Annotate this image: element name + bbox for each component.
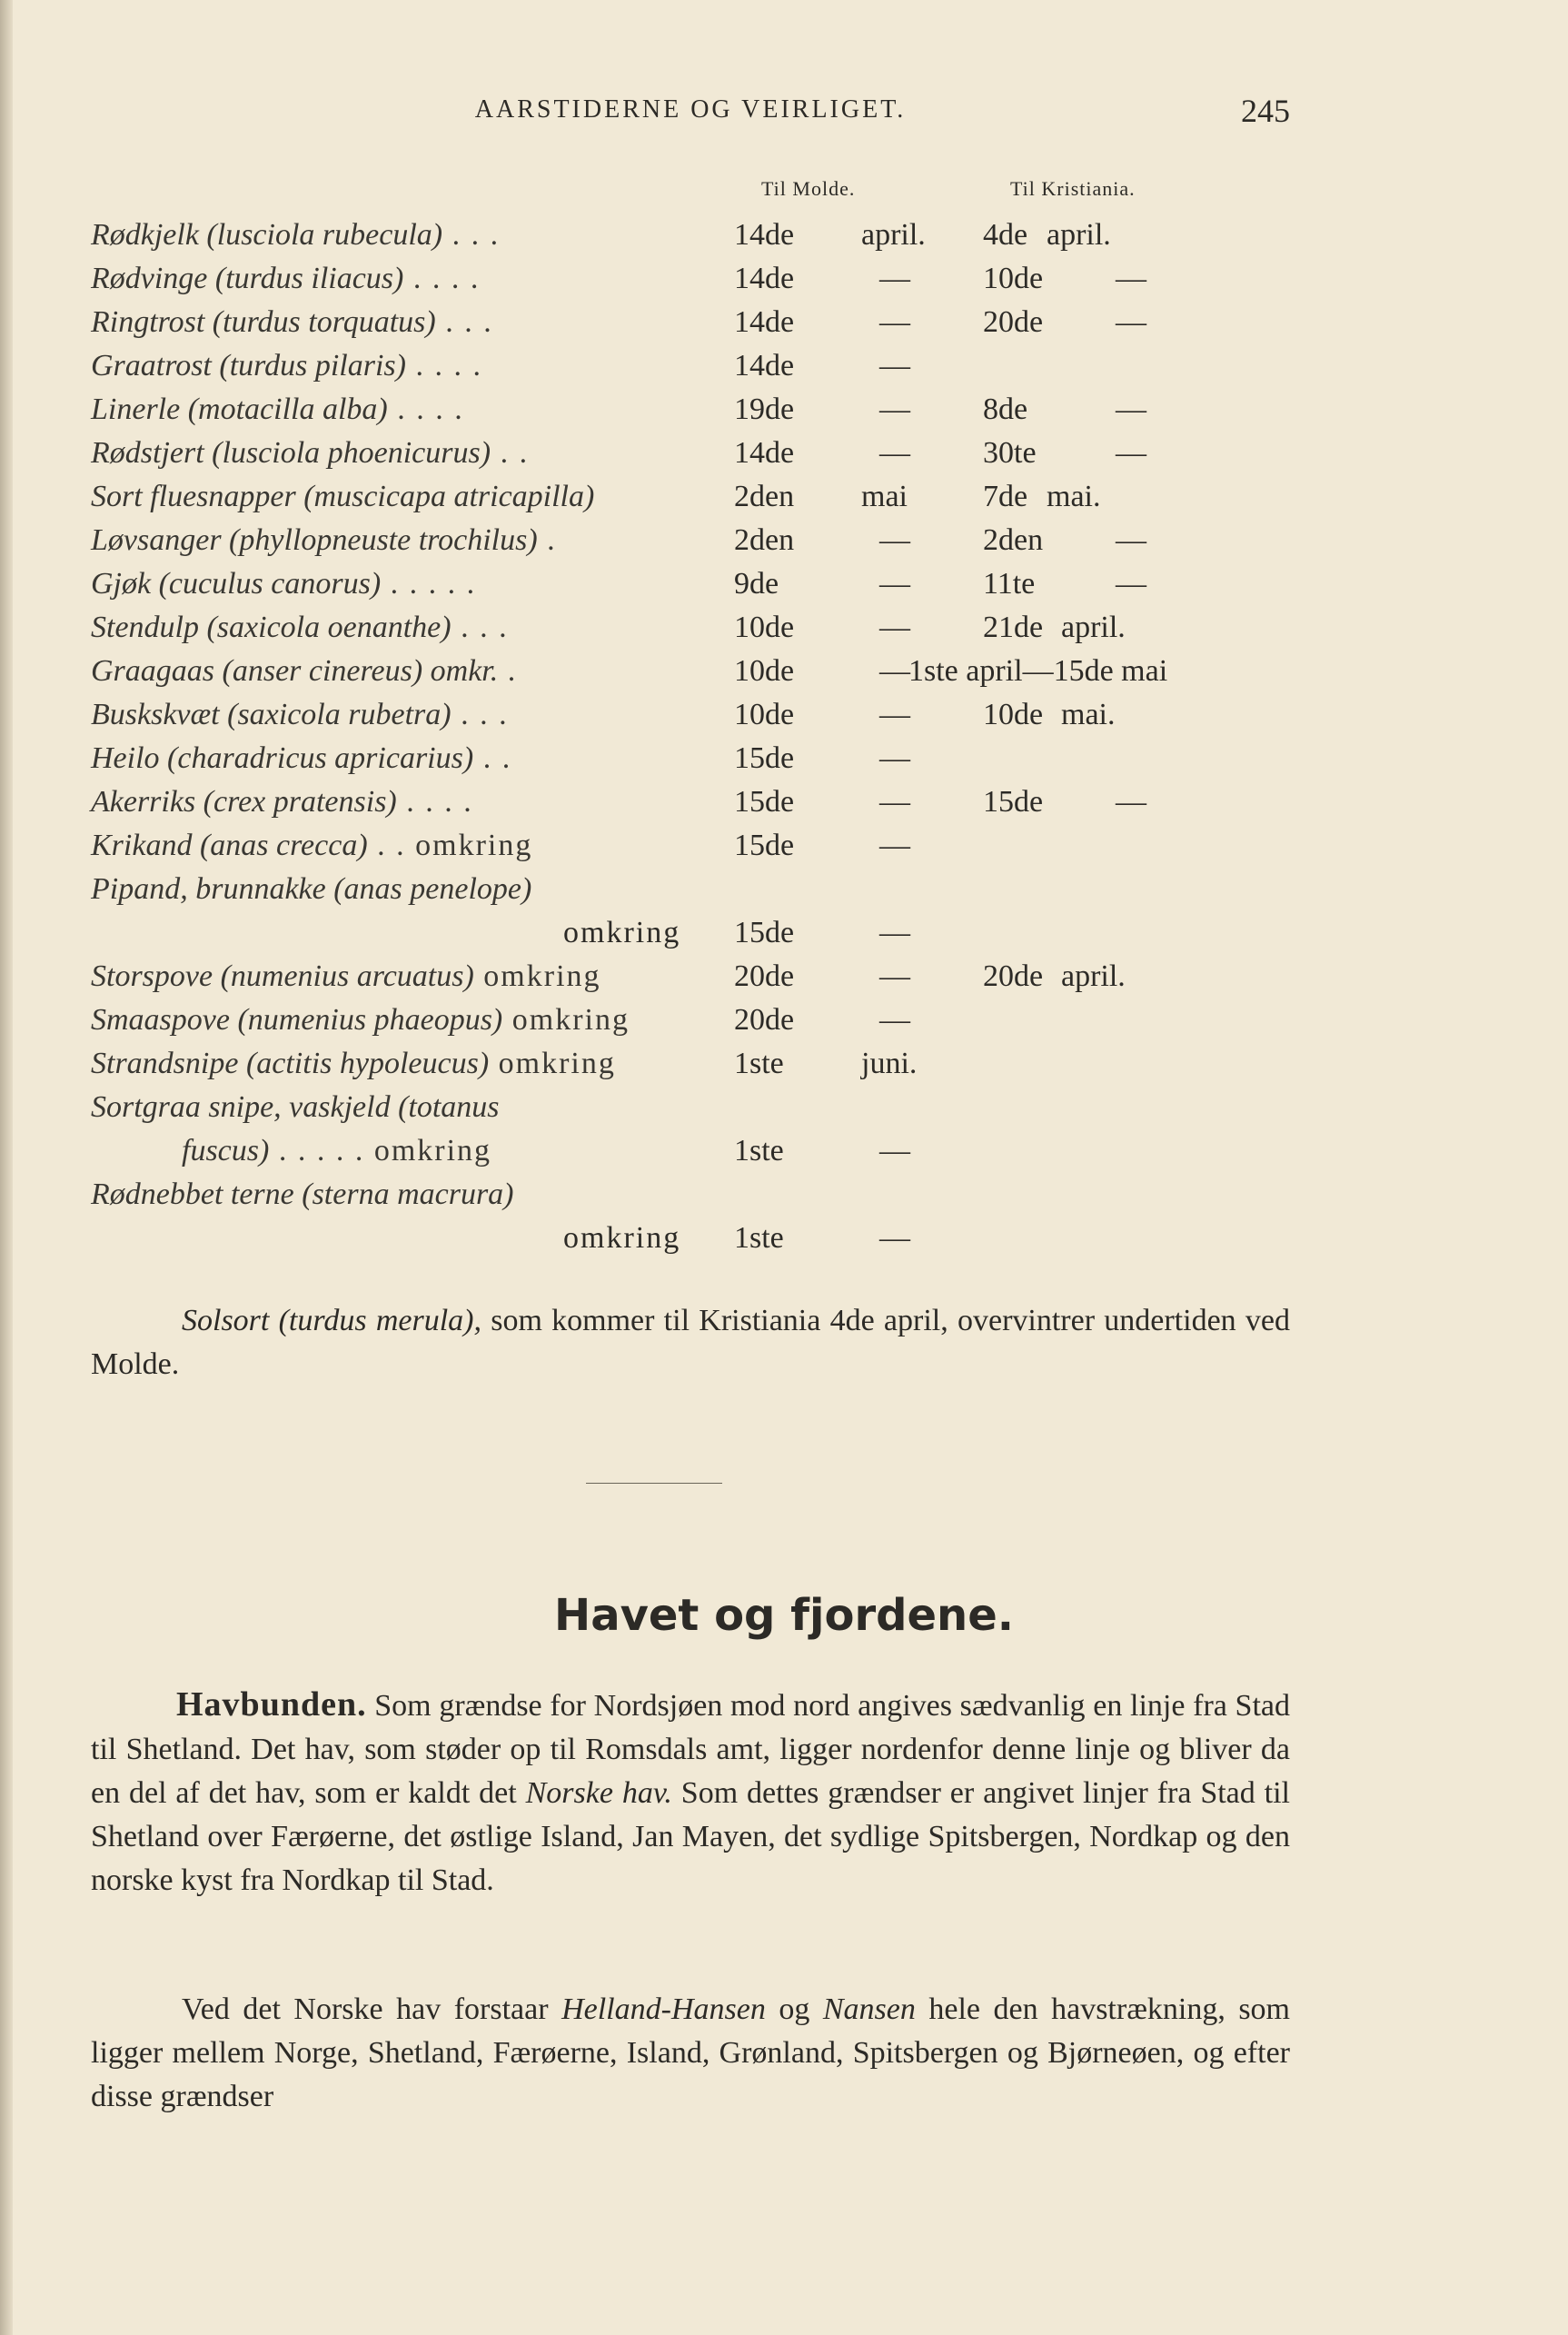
column-header-kristiania: Til Kristiania. xyxy=(1010,177,1136,200)
kristiania-month: — xyxy=(1116,392,1146,426)
species-name: Gjøk (cuculus canorus) . . . . . xyxy=(91,567,477,601)
molde-day: 2den xyxy=(734,523,795,557)
species-name: Rødstjert (lusciola phoenicurus) . . xyxy=(91,436,530,470)
body-paragraph-1 xyxy=(91,1683,1290,1903)
molde-day: 1ste xyxy=(734,1134,784,1168)
species-name: Pipand, brunnakke (anas penelope) xyxy=(91,872,532,906)
leader-text: . . . . . omkring xyxy=(269,1134,492,1168)
leader-text: . . . xyxy=(435,305,493,339)
species-name: Stendulp (saxicola oenanthe) . . . xyxy=(91,611,509,644)
table-row xyxy=(0,218,1568,262)
leader-text: . . . xyxy=(442,218,501,252)
section-title: Havet og fjordene. xyxy=(554,1590,1014,1641)
kristiania-day: 11te xyxy=(983,567,1036,601)
table-row xyxy=(0,392,1568,436)
molde-month: — xyxy=(879,959,910,993)
column-header-molde: Til Molde. xyxy=(761,177,856,200)
leader-text: . . . . xyxy=(396,785,473,819)
molde-month: — xyxy=(879,829,910,862)
molde-month: — xyxy=(879,1134,910,1168)
leader-text: omkring xyxy=(563,916,681,949)
species-name: Buskskvæt (saxicola rubetra) . . . xyxy=(91,698,509,731)
p2-text-c: hele den havstrækning, som ligger mellem Norge, Shetland, Færøerne, Island, Grønland, Spitsbergen og Bjørneøen, og efter disse grændser xyxy=(91,1992,1291,2113)
table-row xyxy=(0,262,1568,305)
p2-text-a: Ved det Norske hav forstaar xyxy=(182,1992,562,2026)
molde-month: — xyxy=(879,1003,910,1037)
molde-day: 15de xyxy=(734,916,795,949)
table-row xyxy=(0,1003,1568,1047)
kristiania-month: — xyxy=(1116,523,1146,557)
molde-month: — xyxy=(879,916,910,949)
molde-day: 1ste xyxy=(734,1221,784,1255)
molde-day: 14de xyxy=(734,262,795,295)
molde-month: — xyxy=(879,305,910,339)
species-name: Storspove (numenius arcuatus) omkring xyxy=(91,959,601,993)
molde-month: — xyxy=(879,785,910,819)
table-row xyxy=(0,567,1568,611)
kristiania-day: 10de xyxy=(983,698,1044,731)
section-divider xyxy=(586,1483,722,1484)
molde-month: — xyxy=(879,741,910,775)
kristiania-day: 4de xyxy=(983,218,1028,252)
molde-day: 15de xyxy=(734,829,795,862)
kristiania-month: — xyxy=(1116,436,1146,470)
leader-text: omkring xyxy=(563,1221,681,1255)
molde-month: juni. xyxy=(861,1047,918,1080)
table-row xyxy=(0,1090,1568,1134)
table-row xyxy=(0,916,1568,959)
table-row xyxy=(0,741,1568,785)
molde-month: — xyxy=(879,567,910,601)
molde-month: — xyxy=(879,611,910,644)
kristiania-month: april. xyxy=(1061,959,1126,993)
species-name: Graagaas (anser cinereus) omkr. . xyxy=(91,654,518,688)
running-title: AARSTIDERNE OG VEIRLIGET. xyxy=(474,95,907,124)
kristiania-day: 8de xyxy=(983,392,1028,426)
table-row xyxy=(0,436,1568,480)
species-name: Linerle (motacilla alba) . . . . xyxy=(91,392,464,426)
leader-text: . xyxy=(498,654,518,688)
leader-text: . xyxy=(537,523,557,557)
molde-month: — xyxy=(879,392,910,426)
species-name: Ringtrost (turdus torquatus) . . . xyxy=(91,305,493,339)
table-row xyxy=(0,1221,1568,1265)
paragraph-lead-word: Havbunden. xyxy=(176,1685,367,1724)
kristiania-day: 30te xyxy=(983,436,1037,470)
species-name: Krikand (anas crecca) . . omkring xyxy=(91,829,533,862)
kristiania-month: — xyxy=(1116,262,1146,295)
table-row xyxy=(0,829,1568,872)
leader-text: . . xyxy=(473,741,512,775)
molde-month: — xyxy=(879,523,910,557)
table-row xyxy=(0,611,1568,654)
molde-month: — xyxy=(879,698,910,731)
molde-day: 10de xyxy=(734,654,795,688)
p2-author-1: Helland-Hansen xyxy=(561,1992,766,2026)
molde-month: mai xyxy=(861,480,908,513)
table-row xyxy=(0,698,1568,741)
molde-day: 10de xyxy=(734,611,795,644)
species-name: Akerriks (crex pratensis) . . . . xyxy=(91,785,473,819)
table-row xyxy=(0,305,1568,349)
page-number: 245 xyxy=(1241,93,1290,129)
molde-day: 14de xyxy=(734,436,795,470)
table-row xyxy=(0,872,1568,916)
molde-day: 14de xyxy=(734,218,795,252)
note-paragraph xyxy=(91,1299,1290,1386)
molde-month: — xyxy=(879,1221,910,1255)
molde-day: 2den xyxy=(734,480,795,513)
species-name: Rødkjelk (lusciola rubecula) . . . xyxy=(91,218,501,252)
kristiania-month: — xyxy=(1116,567,1146,601)
p1-text-a: Som grændse for Nordsjøen mod nord angives sædvanlig en linje fra Stad til Shetland. Det hav, som støder op til Romsdals amt, ligger nordenfor denne linje og bliver da en del af det hav, som er kaldt det xyxy=(91,1689,1290,1810)
molde-day: 14de xyxy=(734,305,795,339)
kristiania-day: 20de xyxy=(983,959,1044,993)
kristiania-month: — xyxy=(1116,785,1146,819)
leader-text: . . . . xyxy=(403,262,481,295)
species-name: Løvsanger (phyllopneuste trochilus) . xyxy=(91,523,557,557)
kristiania-month: — xyxy=(1116,305,1146,339)
leader-text: . . xyxy=(491,436,530,470)
kristiania-day: 20de xyxy=(983,305,1044,339)
kristiania-month: april. xyxy=(1061,611,1126,644)
leader-text: . . . . xyxy=(405,349,482,383)
leader-text: . . omkring xyxy=(367,829,533,862)
molde-month: — xyxy=(879,349,910,383)
species-name: Rødnebbet terne (sterna macrura) xyxy=(91,1177,514,1211)
table-row xyxy=(0,480,1568,523)
p1-text-b: Som dettes grændser er angivet linjer fra Stad til Shetland over Færøerne, det østlige Island, Jan Mayen, det sydlige Spitsbergen, Nordkap og den norske kyst fra Nordkap til Stad. xyxy=(91,1776,1291,1897)
molde-day: 15de xyxy=(734,741,795,775)
body-paragraph-2 xyxy=(91,1988,1290,2119)
molde-day: 15de xyxy=(734,785,795,819)
kristiania-day: 1ste april—15de mai xyxy=(908,654,1168,688)
molde-day: 1ste xyxy=(734,1047,784,1080)
kristiania-day: 2den xyxy=(983,523,1044,557)
kristiania-month: mai. xyxy=(1047,480,1101,513)
table-row xyxy=(0,1134,1568,1177)
leader-text: omkring xyxy=(473,959,601,993)
kristiania-day: 15de xyxy=(983,785,1044,819)
kristiania-day: 21de xyxy=(983,611,1044,644)
molde-day: 14de xyxy=(734,349,795,383)
table-row xyxy=(0,523,1568,567)
leader-text: . . . xyxy=(451,698,509,731)
kristiania-day: 10de xyxy=(983,262,1044,295)
table-row xyxy=(0,1177,1568,1221)
note-species: Solsort (turdus merula), xyxy=(182,1304,481,1337)
kristiania-month: mai. xyxy=(1061,698,1116,731)
species-name: Heilo (charadricus apricarius) . . xyxy=(91,741,512,775)
molde-day: 20de xyxy=(734,1003,795,1037)
leader-text: omkring xyxy=(502,1003,630,1037)
leader-text: . . . . xyxy=(387,392,464,426)
species-name: Rødvinge (turdus iliacus) . . . . xyxy=(91,262,481,295)
molde-day: 19de xyxy=(734,392,795,426)
molde-month: — xyxy=(879,262,910,295)
leader-text: . . . . . xyxy=(381,567,477,601)
species-name: Graatrost (turdus pilaris) . . . . xyxy=(91,349,482,383)
molde-day: 20de xyxy=(734,959,795,993)
kristiania-day: 7de xyxy=(983,480,1028,513)
leader-text: . . . xyxy=(451,611,509,644)
p2-author-2: Nansen xyxy=(822,1992,916,2026)
table-row xyxy=(0,349,1568,392)
molde-month: — xyxy=(879,654,910,688)
table-row xyxy=(0,654,1568,698)
table-row xyxy=(0,959,1568,1003)
page-header xyxy=(91,95,1290,132)
molde-day: 9de xyxy=(734,567,779,601)
species-name: Sortgraa snipe, vaskjeld (totanus xyxy=(91,1090,500,1124)
species-name: Sort fluesnapper (muscicapa atricapilla) xyxy=(91,480,595,513)
leader-text: omkring xyxy=(489,1047,616,1080)
p2-text-b: og xyxy=(765,1992,823,2026)
p1-emphasis: Norske hav. xyxy=(525,1776,672,1810)
table-row xyxy=(0,785,1568,829)
molde-month: april. xyxy=(861,218,926,252)
molde-day: 10de xyxy=(734,698,795,731)
kristiania-month: april. xyxy=(1047,218,1111,252)
species-name: Strandsnipe (actitis hypoleucus) omkring xyxy=(91,1047,616,1080)
molde-month: — xyxy=(879,436,910,470)
note-text: som kommer til Kristiania 4de april, overvintrer undertiden ved Molde. xyxy=(91,1304,1290,1381)
species-name: fuscus) . . . . . omkring xyxy=(182,1134,492,1168)
table-row xyxy=(0,1047,1568,1090)
species-name: Smaaspove (numenius phaeopus) omkring xyxy=(91,1003,630,1037)
